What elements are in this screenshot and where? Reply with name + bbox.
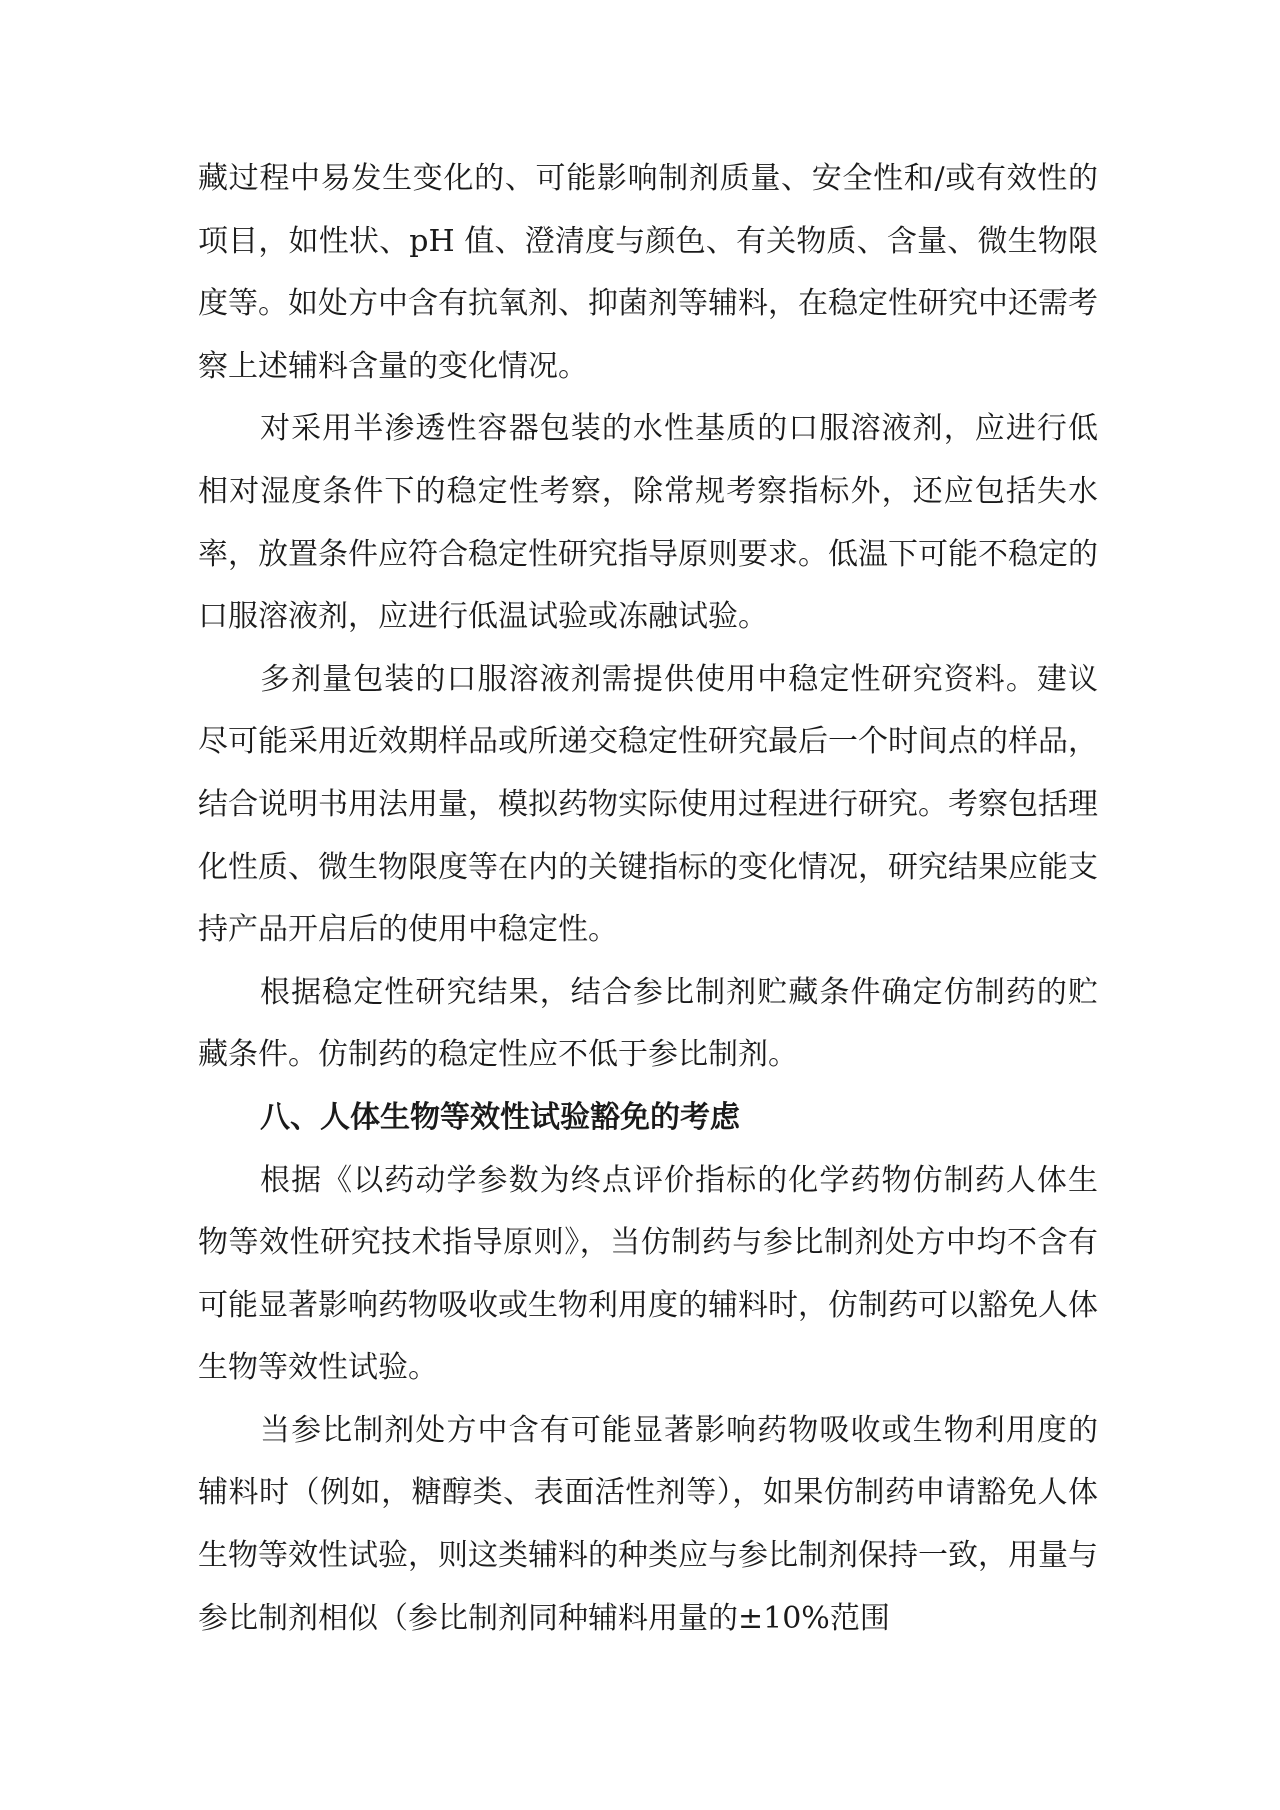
document-body bbox=[198, 148, 1098, 1650]
section-heading: 八、人体生物等效性试验豁免的考虑 bbox=[260, 1099, 740, 1135]
paragraph-semipermeable-container: 对采用半渗透性容器包装的水性基质的口服溶液剂，应进行低相对湿度条件下的稳定性考察，除常规考察指标外，还应包括失水率，放置条件应符合稳定性研究指导原则要求。低温下可能不稳定的口服溶液剂，应进行低温试验或冻融试验。 bbox=[198, 411, 1098, 635]
paragraph-storage-conditions: 根据稳定性研究结果，结合参比制剂贮藏条件确定仿制药的贮藏条件。仿制药的稳定性应不低于参比制剂。 bbox=[198, 974, 1098, 1073]
paragraph-continuation: 藏过程中易发生变化的、可能影响制剂质量、安全性和/或有效性的项目，如性状、pH 值、澄清度与颜色、有关物质、含量、微生物限度等。如处方中含有抗氧剂、抑菌剂等辅料，在稳定性研究中还需考察上述辅料含量的变化情况。 bbox=[198, 161, 1098, 384]
paragraph-biowaiver-basis: 根据《以药动学参数为终点评价指标的化学药物仿制药人体生物等效性研究技术指导原则》，当仿制药与参比制剂处方中均不含有可能显著影响药物吸收或生物利用度的辅料时，仿制药可以豁免人体生物等效性试验。 bbox=[198, 1162, 1098, 1386]
paragraph-biowaiver-excipients: 当参比制剂处方中含有可能显著影响药物吸收或生物利用度的辅料时（例如，糖醇类、表面活性剂等），如果仿制药申请豁免人体生物等效性试验，则这类辅料的种类应与参比制剂保持一致，用量与参比制剂相似（参比制剂同种辅料用量的±10%范围 bbox=[198, 1412, 1098, 1636]
paragraph-in-use-stability: 多剂量包装的口服溶液剂需提供使用中稳定性研究资料。建议尽可能采用近效期样品或所递交稳定性研究最后一个时间点的样品，结合说明书用法用量，模拟药物实际使用过程进行研究。考察包括理化性质、微生物限度等在内的关键指标的变化情况，研究结果应能支持产品开启后的使用中稳定性。 bbox=[198, 661, 1098, 948]
